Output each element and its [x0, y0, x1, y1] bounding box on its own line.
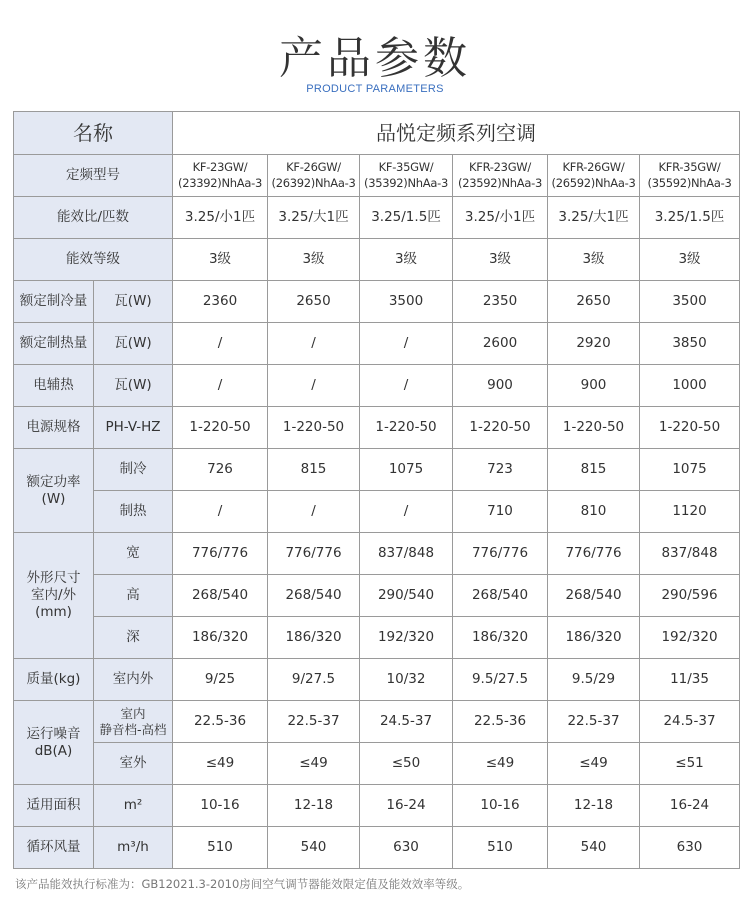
model-cell: KFR-26GW/ (26592)NhAa-3	[548, 155, 640, 197]
value-cell: 810	[548, 491, 640, 533]
value-cell: 22.5-37	[548, 701, 640, 743]
value-cell: 16-24	[360, 785, 453, 827]
value-cell: ≤49	[548, 743, 640, 785]
series-title: 品悦定频系列空调	[173, 112, 740, 155]
value-cell: 268/540	[173, 575, 268, 617]
row-label: 额定制热量	[14, 323, 94, 365]
row-unit: 室内外	[94, 659, 173, 701]
value-cell: 2600	[453, 323, 548, 365]
value-cell: 3500	[360, 281, 453, 323]
value-cell: 10-16	[453, 785, 548, 827]
value-cell: 186/320	[453, 617, 548, 659]
value-cell: 290/596	[640, 575, 740, 617]
value-cell: 1-220-50	[360, 407, 453, 449]
model-cell: KF-35GW/ (35392)NhAa-3	[360, 155, 453, 197]
table-row-power-spec	[14, 407, 740, 449]
value-cell: 22.5-36	[453, 701, 548, 743]
row-sub-label: 宽	[94, 533, 173, 575]
row-label: 额定制冷量	[14, 281, 94, 323]
row-sub-label: 制冷	[94, 449, 173, 491]
value-cell: /	[268, 365, 360, 407]
row-label: 运行噪音 dB(A)	[14, 701, 94, 785]
value-cell: 186/320	[548, 617, 640, 659]
table-row-efficiency-grade	[14, 239, 740, 281]
value-cell: 2650	[268, 281, 360, 323]
value-cell: 1-220-50	[173, 407, 268, 449]
value-cell: 3级	[548, 239, 640, 281]
value-cell: /	[360, 323, 453, 365]
table-row-cooling-capacity	[14, 281, 740, 323]
value-cell: 630	[640, 827, 740, 869]
row-unit: PH-V-HZ	[94, 407, 173, 449]
value-cell: 3500	[640, 281, 740, 323]
page-title: 产品参数	[279, 33, 471, 84]
value-cell: 290/540	[360, 575, 453, 617]
row-sub-label: 高	[94, 575, 173, 617]
product-parameters-table	[13, 111, 740, 869]
table-header-row	[14, 112, 740, 155]
value-cell: 815	[548, 449, 640, 491]
page-subtitle: PRODUCT PARAMETERS	[306, 83, 444, 95]
value-cell: 815	[268, 449, 360, 491]
value-cell: ≤49	[173, 743, 268, 785]
value-cell: ≤49	[268, 743, 360, 785]
row-unit: 瓦(W)	[94, 281, 173, 323]
value-cell: 24.5-37	[640, 701, 740, 743]
row-label: 电辅热	[14, 365, 94, 407]
value-cell: 900	[453, 365, 548, 407]
value-cell: 11/35	[640, 659, 740, 701]
table-row-efficiency-ratio	[14, 197, 740, 239]
value-cell: 16-24	[640, 785, 740, 827]
row-label: 额定功率 (W)	[14, 449, 94, 533]
value-cell: 510	[173, 827, 268, 869]
value-cell: /	[268, 491, 360, 533]
value-cell: 186/320	[268, 617, 360, 659]
value-cell: 22.5-36	[173, 701, 268, 743]
value-cell: 1-220-50	[453, 407, 548, 449]
value-cell: 192/320	[360, 617, 453, 659]
value-cell: 3.25/大1匹	[268, 197, 360, 239]
value-cell: /	[268, 323, 360, 365]
value-cell: 540	[268, 827, 360, 869]
table-row-noise-indoor	[14, 701, 740, 743]
value-cell: 1000	[640, 365, 740, 407]
row-sub-label: 制热	[94, 491, 173, 533]
value-cell: 9.5/29	[548, 659, 640, 701]
row-unit: 瓦(W)	[94, 365, 173, 407]
table-row-airflow	[14, 827, 740, 869]
table-row-heating-capacity	[14, 323, 740, 365]
value-cell: ≤51	[640, 743, 740, 785]
table-row-weight	[14, 659, 740, 701]
table-row-area	[14, 785, 740, 827]
value-cell: 22.5-37	[268, 701, 360, 743]
value-cell: 268/540	[268, 575, 360, 617]
value-cell: 776/776	[453, 533, 548, 575]
value-cell: 268/540	[548, 575, 640, 617]
value-cell: 9/27.5	[268, 659, 360, 701]
value-cell: 9.5/27.5	[453, 659, 548, 701]
value-cell: /	[360, 365, 453, 407]
value-cell: 3.25/小1匹	[173, 197, 268, 239]
value-cell: 3级	[268, 239, 360, 281]
value-cell: 1075	[360, 449, 453, 491]
value-cell: /	[173, 491, 268, 533]
value-cell: 10-16	[173, 785, 268, 827]
row-sub-label: 室外	[94, 743, 173, 785]
table-row-noise-outdoor	[14, 743, 740, 785]
value-cell: 9/25	[173, 659, 268, 701]
value-cell: 540	[548, 827, 640, 869]
value-cell: ≤50	[360, 743, 453, 785]
row-sub-label: 深	[94, 617, 173, 659]
value-cell: 3.25/小1匹	[453, 197, 548, 239]
value-cell: 3级	[173, 239, 268, 281]
value-cell: 1-220-50	[268, 407, 360, 449]
value-cell: 723	[453, 449, 548, 491]
model-cell: KF-26GW/ (26392)NhAa-3	[268, 155, 360, 197]
value-cell: 3.25/1.5匹	[360, 197, 453, 239]
row-label: 能效等级	[14, 239, 173, 281]
row-label: 电源规格	[14, 407, 94, 449]
row-unit: m³/h	[94, 827, 173, 869]
value-cell: 2920	[548, 323, 640, 365]
value-cell: 1075	[640, 449, 740, 491]
value-cell: 2360	[173, 281, 268, 323]
row-label: 循环风量	[14, 827, 94, 869]
table-row-dimension-height	[14, 575, 740, 617]
table-row-rated-power-cool	[14, 449, 740, 491]
row-label: 能效比/匹数	[14, 197, 173, 239]
value-cell: 776/776	[548, 533, 640, 575]
value-cell: 776/776	[173, 533, 268, 575]
value-cell: 3.25/大1匹	[548, 197, 640, 239]
value-cell: 12-18	[268, 785, 360, 827]
value-cell: 1120	[640, 491, 740, 533]
row-label: 定频型号	[14, 155, 173, 197]
value-cell: 3850	[640, 323, 740, 365]
value-cell: 2350	[453, 281, 548, 323]
model-cell: KF-23GW/ (23392)NhAa-3	[173, 155, 268, 197]
value-cell: 3级	[453, 239, 548, 281]
row-sub-label: 室内 静音档-高档	[94, 701, 173, 743]
value-cell: 1-220-50	[640, 407, 740, 449]
value-cell: 186/320	[173, 617, 268, 659]
value-cell: 3级	[360, 239, 453, 281]
value-cell: /	[173, 323, 268, 365]
table-row-aux-heat	[14, 365, 740, 407]
value-cell: 1-220-50	[548, 407, 640, 449]
value-cell: 710	[453, 491, 548, 533]
row-label: 质量(kg)	[14, 659, 94, 701]
model-cell: KFR-35GW/ (35592)NhAa-3	[640, 155, 740, 197]
value-cell: 12-18	[548, 785, 640, 827]
value-cell: 776/776	[268, 533, 360, 575]
value-cell: 726	[173, 449, 268, 491]
value-cell: 630	[360, 827, 453, 869]
table-row-model	[14, 155, 740, 197]
footnote: 该产品能效执行标准为：GB12021.3-2010房间空气调节器能效限定值及能效效率等级。	[15, 877, 470, 891]
row-label: 外形尺寸 室内/外 (mm)	[14, 533, 94, 659]
table-row-dimension-depth	[14, 617, 740, 659]
value-cell: 837/848	[360, 533, 453, 575]
row-unit: 瓦(W)	[94, 323, 173, 365]
value-cell: 837/848	[640, 533, 740, 575]
table-row-dimension-width	[14, 533, 740, 575]
name-header: 名称	[14, 112, 173, 155]
row-label: 适用面积	[14, 785, 94, 827]
value-cell: 10/32	[360, 659, 453, 701]
value-cell: ≤49	[453, 743, 548, 785]
value-cell: 900	[548, 365, 640, 407]
value-cell: 3级	[640, 239, 740, 281]
value-cell: 24.5-37	[360, 701, 453, 743]
value-cell: 510	[453, 827, 548, 869]
row-unit: m²	[94, 785, 173, 827]
value-cell: /	[173, 365, 268, 407]
table-row-rated-power-heat	[14, 491, 740, 533]
value-cell: /	[360, 491, 453, 533]
model-cell: KFR-23GW/ (23592)NhAa-3	[453, 155, 548, 197]
value-cell: 2650	[548, 281, 640, 323]
value-cell: 3.25/1.5匹	[640, 197, 740, 239]
value-cell: 268/540	[453, 575, 548, 617]
value-cell: 192/320	[640, 617, 740, 659]
